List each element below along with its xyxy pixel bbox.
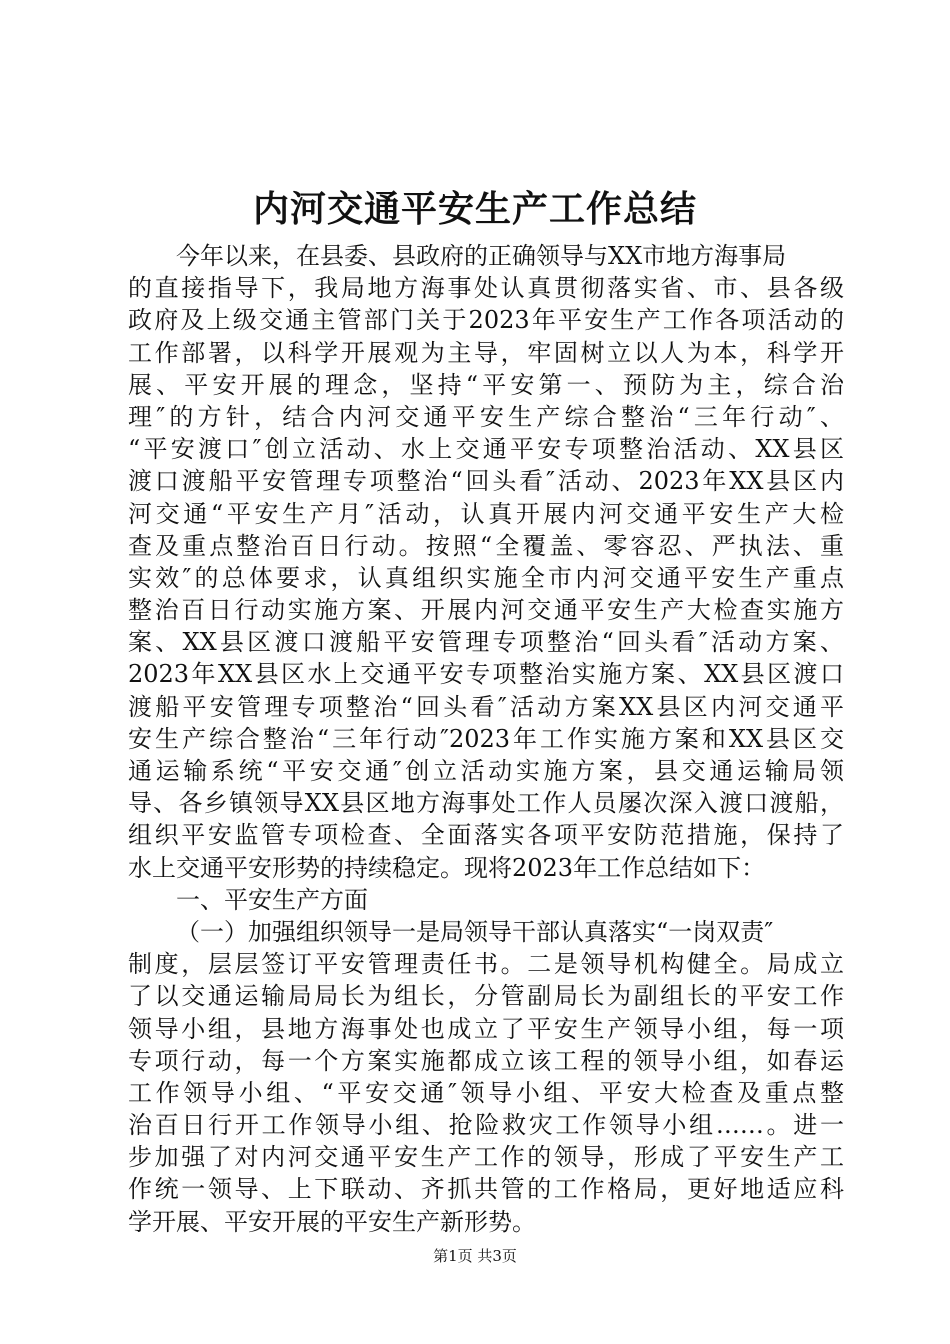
paragraph-line: 安生产综合整治“三年行动″2023年工作实施方案和XX县区交 — [128, 724, 844, 753]
paragraph-line: 案、XX县区渡口渡船平安管理专项整治“回头看″活动方案、 — [128, 628, 844, 657]
paragraph-line: 理″的方针，结合内河交通平安生产综合整治“三年行动″、 — [128, 402, 844, 431]
paragraph-line: 通运输系统“平安交通″创立活动实施方案，县交通运输局领 — [128, 757, 844, 785]
paragraph-line: 组织平安监管专项检查、全面落实各项平安防范措施，保持了 — [128, 821, 844, 850]
paragraph-line: 河交通“平安生产月″活动，认真开展内河交通平安生产大检 — [128, 499, 844, 528]
page-number-footer: 第1页 共3页 — [433, 1247, 517, 1265]
paragraph-line: 学开展、平安开展的平安生产新形势。 — [128, 1207, 536, 1236]
paragraph-line: 制度，层层签订平安管理责任书。二是领导机构健全。局成立 — [128, 950, 844, 979]
paragraph-line: 导、各乡镇领导XX县区地方海事处工作人员屡次深入渡口渡船， — [128, 789, 844, 818]
paragraph-line: 整治百日行动实施方案、开展内河交通平安生产大检查实施方 — [128, 596, 844, 625]
paragraph-line: 了以交通运输局局长为组长，分管副局长为副组长的平安工作 — [128, 982, 844, 1011]
paragraph-line: 工作部署，以科学开展观为主导，牢固树立以人为本，科学开 — [128, 338, 844, 367]
document-body — [128, 240, 844, 1238]
paragraph-line: 专项行动，每一个方案实施都成立该工程的领导小组，如春运 — [128, 1046, 844, 1075]
paragraph-line: 今年以来，在县委、县政府的正确领导与XX市地方海事局 — [176, 242, 787, 270]
paragraph-line: 作统一领导、上下联动、齐抓共管的工作格局，更好地适应科 — [128, 1175, 844, 1204]
paragraph-line: 查及重点整治百日行动。按照“全覆盖、零容忍、严执法、重 — [128, 531, 844, 560]
paragraph-line: （一）加强组织领导一是局领导干部认真落实“一岗双责″ — [176, 917, 774, 946]
paragraph-line: 政府及上级交通主管部门关于2023年平安生产工作各项活动的 — [128, 306, 844, 335]
paragraph-line: 展、平安开展的理念，坚持“平安第一、预防为主，综合治 — [128, 370, 844, 399]
paragraph-line: 的直接指导下，我局地方海事处认真贯彻落实省、市、县各级 — [128, 274, 844, 303]
document-title: 内河交通平安生产工作总结 — [252, 188, 697, 230]
paragraph-line: 2023年XX县区水上交通平安专项整治实施方案、XX县区渡口 — [128, 660, 844, 689]
paragraph-line: 工作领导小组、“平安交通″领导小组、平安大检查及重点整 — [128, 1078, 844, 1107]
paragraph-line: 领导小组，县地方海事处也成立了平安生产领导小组，每一项 — [128, 1014, 844, 1043]
paragraph-line: 实效″的总体要求，认真组织实施全市内河交通平安生产重点 — [128, 563, 844, 592]
paragraph-line: 水上交通平安形势的持续稳定。现将2023年工作总结如下： — [128, 853, 766, 882]
paragraph-line: 治百日行开工作领导小组、抢险救灾工作领导小组……。进一 — [128, 1111, 844, 1140]
paragraph-line: 步加强了对内河交通平安生产工作的领导，形成了平安生产工 — [128, 1143, 844, 1172]
paragraph-line: 渡口渡船平安管理专项整治“回头看″活动、2023年XX县区内 — [128, 467, 844, 496]
paragraph-line: 渡船平安管理专项整治“回头看″活动方案XX县区内河交通平 — [128, 692, 844, 721]
section-heading: 一、平安生产方面 — [176, 885, 368, 914]
paragraph-line: “平安渡口″创立活动、水上交通平安专项整治活动、XX县区 — [128, 435, 844, 464]
